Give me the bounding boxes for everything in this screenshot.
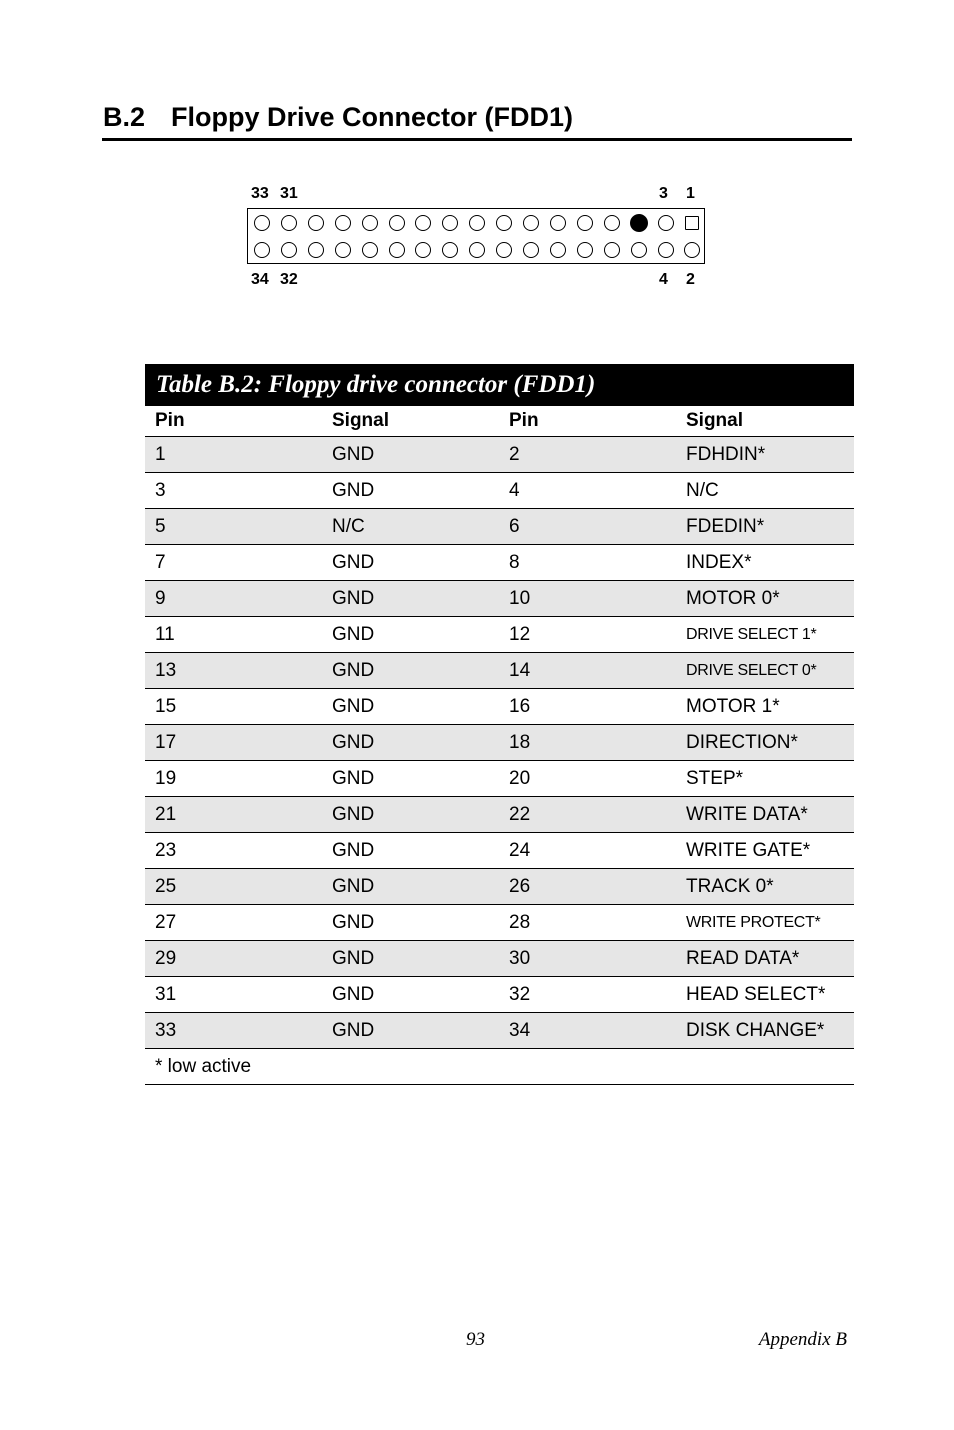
signal-cell: GND	[322, 653, 499, 689]
connector-pin	[604, 215, 620, 231]
signal-cell: GND	[322, 581, 499, 617]
pin-number-cell: 28	[499, 905, 676, 941]
table-row	[145, 653, 854, 689]
signal-cell: DRIVE SELECT 1*	[676, 617, 854, 653]
table-row	[145, 761, 854, 797]
page-number: 93	[466, 1329, 485, 1350]
signal-cell: WRITE GATE*	[676, 833, 854, 869]
pin-number-cell: 7	[145, 545, 322, 581]
signal-cell: N/C	[322, 509, 499, 545]
table-note-row	[145, 1049, 854, 1085]
pin-number-cell: 26	[499, 869, 676, 905]
pin-number-cell: 17	[145, 725, 322, 761]
pin-number-cell: 34	[499, 1013, 676, 1049]
connector-pin	[308, 215, 324, 231]
header-pin-2: Pin	[499, 406, 676, 437]
header-signal-2: Signal	[676, 406, 854, 437]
pin-number-cell: 16	[499, 689, 676, 725]
pin-number-cell: 23	[145, 833, 322, 869]
section-number: B.2	[103, 102, 146, 132]
table-row	[145, 509, 854, 545]
pin-label-4: 4	[659, 271, 668, 288]
pin-number-cell: 5	[145, 509, 322, 545]
connector-pin	[469, 242, 485, 258]
pin-number-cell: 22	[499, 797, 676, 833]
connector-pin	[254, 242, 270, 258]
connector-pin	[523, 215, 539, 231]
pin-number-cell: 19	[145, 761, 322, 797]
connector-pin	[685, 216, 699, 230]
pin-number-cell: 12	[499, 617, 676, 653]
signal-cell: MOTOR 0*	[676, 581, 854, 617]
table-row	[145, 941, 854, 977]
pin-number-cell: 13	[145, 653, 322, 689]
signal-cell: FDHDIN*	[676, 437, 854, 473]
signal-cell: GND	[322, 761, 499, 797]
pin-number-cell: 10	[499, 581, 676, 617]
pin-label-32: 32	[280, 271, 298, 288]
pin-number-cell: 20	[499, 761, 676, 797]
connector-pin	[281, 215, 297, 231]
connector-pin	[684, 242, 700, 258]
connector-pin	[254, 215, 270, 231]
signal-cell: HEAD SELECT*	[676, 977, 854, 1013]
signal-cell: GND	[322, 1013, 499, 1049]
signal-cell: DIRECTION*	[676, 725, 854, 761]
connector-pin	[550, 215, 566, 231]
signal-cell: FDEDIN*	[676, 509, 854, 545]
connector-pin	[658, 215, 674, 231]
connector-pin	[631, 242, 647, 258]
connector-top-row	[248, 213, 704, 233]
table-row	[145, 473, 854, 509]
pin-number-cell: 2	[499, 437, 676, 473]
table-caption: Table B.2: Floppy drive connector (FDD1)	[145, 364, 854, 406]
connector-pin	[496, 242, 512, 258]
table-row	[145, 797, 854, 833]
pin-label-2: 2	[686, 271, 695, 288]
signal-cell: GND	[322, 977, 499, 1013]
connector-bottom-row	[248, 240, 704, 260]
pin-label-1: 1	[686, 185, 695, 202]
pin-number-cell: 6	[499, 509, 676, 545]
pin-number-cell: 27	[145, 905, 322, 941]
connector-pin	[577, 215, 593, 231]
pin-number-cell: 30	[499, 941, 676, 977]
connector-pin	[362, 215, 378, 231]
pin-number-cell: 15	[145, 689, 322, 725]
table-note: * low active	[145, 1049, 854, 1085]
table-row	[145, 869, 854, 905]
connector-pin	[308, 242, 324, 258]
footer-section-name: Appendix B	[758, 1329, 847, 1350]
pin-number-cell: 32	[499, 977, 676, 1013]
signal-cell: TRACK 0*	[676, 869, 854, 905]
pin-number-cell: 25	[145, 869, 322, 905]
fdd-connector-diagram	[247, 208, 705, 264]
pin-number-cell: 31	[145, 977, 322, 1013]
header-signal-1: Signal	[322, 406, 499, 437]
table-row	[145, 1013, 854, 1049]
pin-number-cell: 9	[145, 581, 322, 617]
pin-number-cell: 24	[499, 833, 676, 869]
pin-number-cell: 29	[145, 941, 322, 977]
pin-number-cell: 11	[145, 617, 322, 653]
connector-pin	[442, 242, 458, 258]
table-row	[145, 905, 854, 941]
pin-number-cell: 4	[499, 473, 676, 509]
signal-cell: WRITE DATA*	[676, 797, 854, 833]
section-title	[103, 98, 852, 136]
table-row	[145, 833, 854, 869]
connector-pin	[630, 214, 648, 232]
signal-cell: GND	[322, 905, 499, 941]
signal-cell: STEP*	[676, 761, 854, 797]
signal-cell: GND	[322, 617, 499, 653]
signal-cell: READ DATA*	[676, 941, 854, 977]
pin-label-31: 31	[280, 185, 298, 202]
pin-number-cell: 3	[145, 473, 322, 509]
table-row	[145, 545, 854, 581]
connector-pin	[523, 242, 539, 258]
pin-number-cell: 8	[499, 545, 676, 581]
pin-number-cell: 33	[145, 1013, 322, 1049]
pin-number-cell: 18	[499, 725, 676, 761]
signal-cell: GND	[322, 545, 499, 581]
connector-pin	[415, 242, 431, 258]
signal-cell: GND	[322, 869, 499, 905]
table-row	[145, 617, 854, 653]
signal-cell: MOTOR 1*	[676, 689, 854, 725]
table-row	[145, 725, 854, 761]
connector-pin	[335, 242, 351, 258]
signal-cell: N/C	[676, 473, 854, 509]
signal-cell: DISK CHANGE*	[676, 1013, 854, 1049]
signal-cell: DRIVE SELECT 0*	[676, 653, 854, 689]
connector-pin	[577, 242, 593, 258]
connector-pin	[415, 215, 431, 231]
connector-pin	[362, 242, 378, 258]
table-row	[145, 581, 854, 617]
pin-number-cell: 21	[145, 797, 322, 833]
section-title-text: Floppy Drive Connector (FDD1)	[171, 102, 574, 132]
signal-cell: GND	[322, 725, 499, 761]
signal-cell: GND	[322, 473, 499, 509]
signal-cell: GND	[322, 941, 499, 977]
connector-pin	[389, 242, 405, 258]
title-underline	[102, 138, 852, 141]
connector-pin	[496, 215, 512, 231]
header-pin-1: Pin	[145, 406, 322, 437]
connector-pin	[604, 242, 620, 258]
connector-pin	[469, 215, 485, 231]
signal-cell: WRITE PROTECT*	[676, 905, 854, 941]
signal-cell: GND	[322, 797, 499, 833]
table-body	[145, 437, 854, 1085]
signal-cell: GND	[322, 689, 499, 725]
pin-number-cell: 14	[499, 653, 676, 689]
pin-label-33: 33	[251, 185, 269, 202]
pin-assignment-table	[145, 364, 854, 1085]
signal-cell: INDEX*	[676, 545, 854, 581]
pin-number-cell: 1	[145, 437, 322, 473]
table-row	[145, 437, 854, 473]
connector-pin	[281, 242, 297, 258]
connector-pin	[442, 215, 458, 231]
signal-cell: GND	[322, 437, 499, 473]
connector-pin	[389, 215, 405, 231]
signal-cell: GND	[322, 833, 499, 869]
pin-label-3: 3	[659, 185, 668, 202]
connector-pin	[550, 242, 566, 258]
connector-pin	[335, 215, 351, 231]
connector-pin	[658, 242, 674, 258]
table-row	[145, 977, 854, 1013]
pin-label-34: 34	[251, 271, 269, 288]
table-row	[145, 689, 854, 725]
